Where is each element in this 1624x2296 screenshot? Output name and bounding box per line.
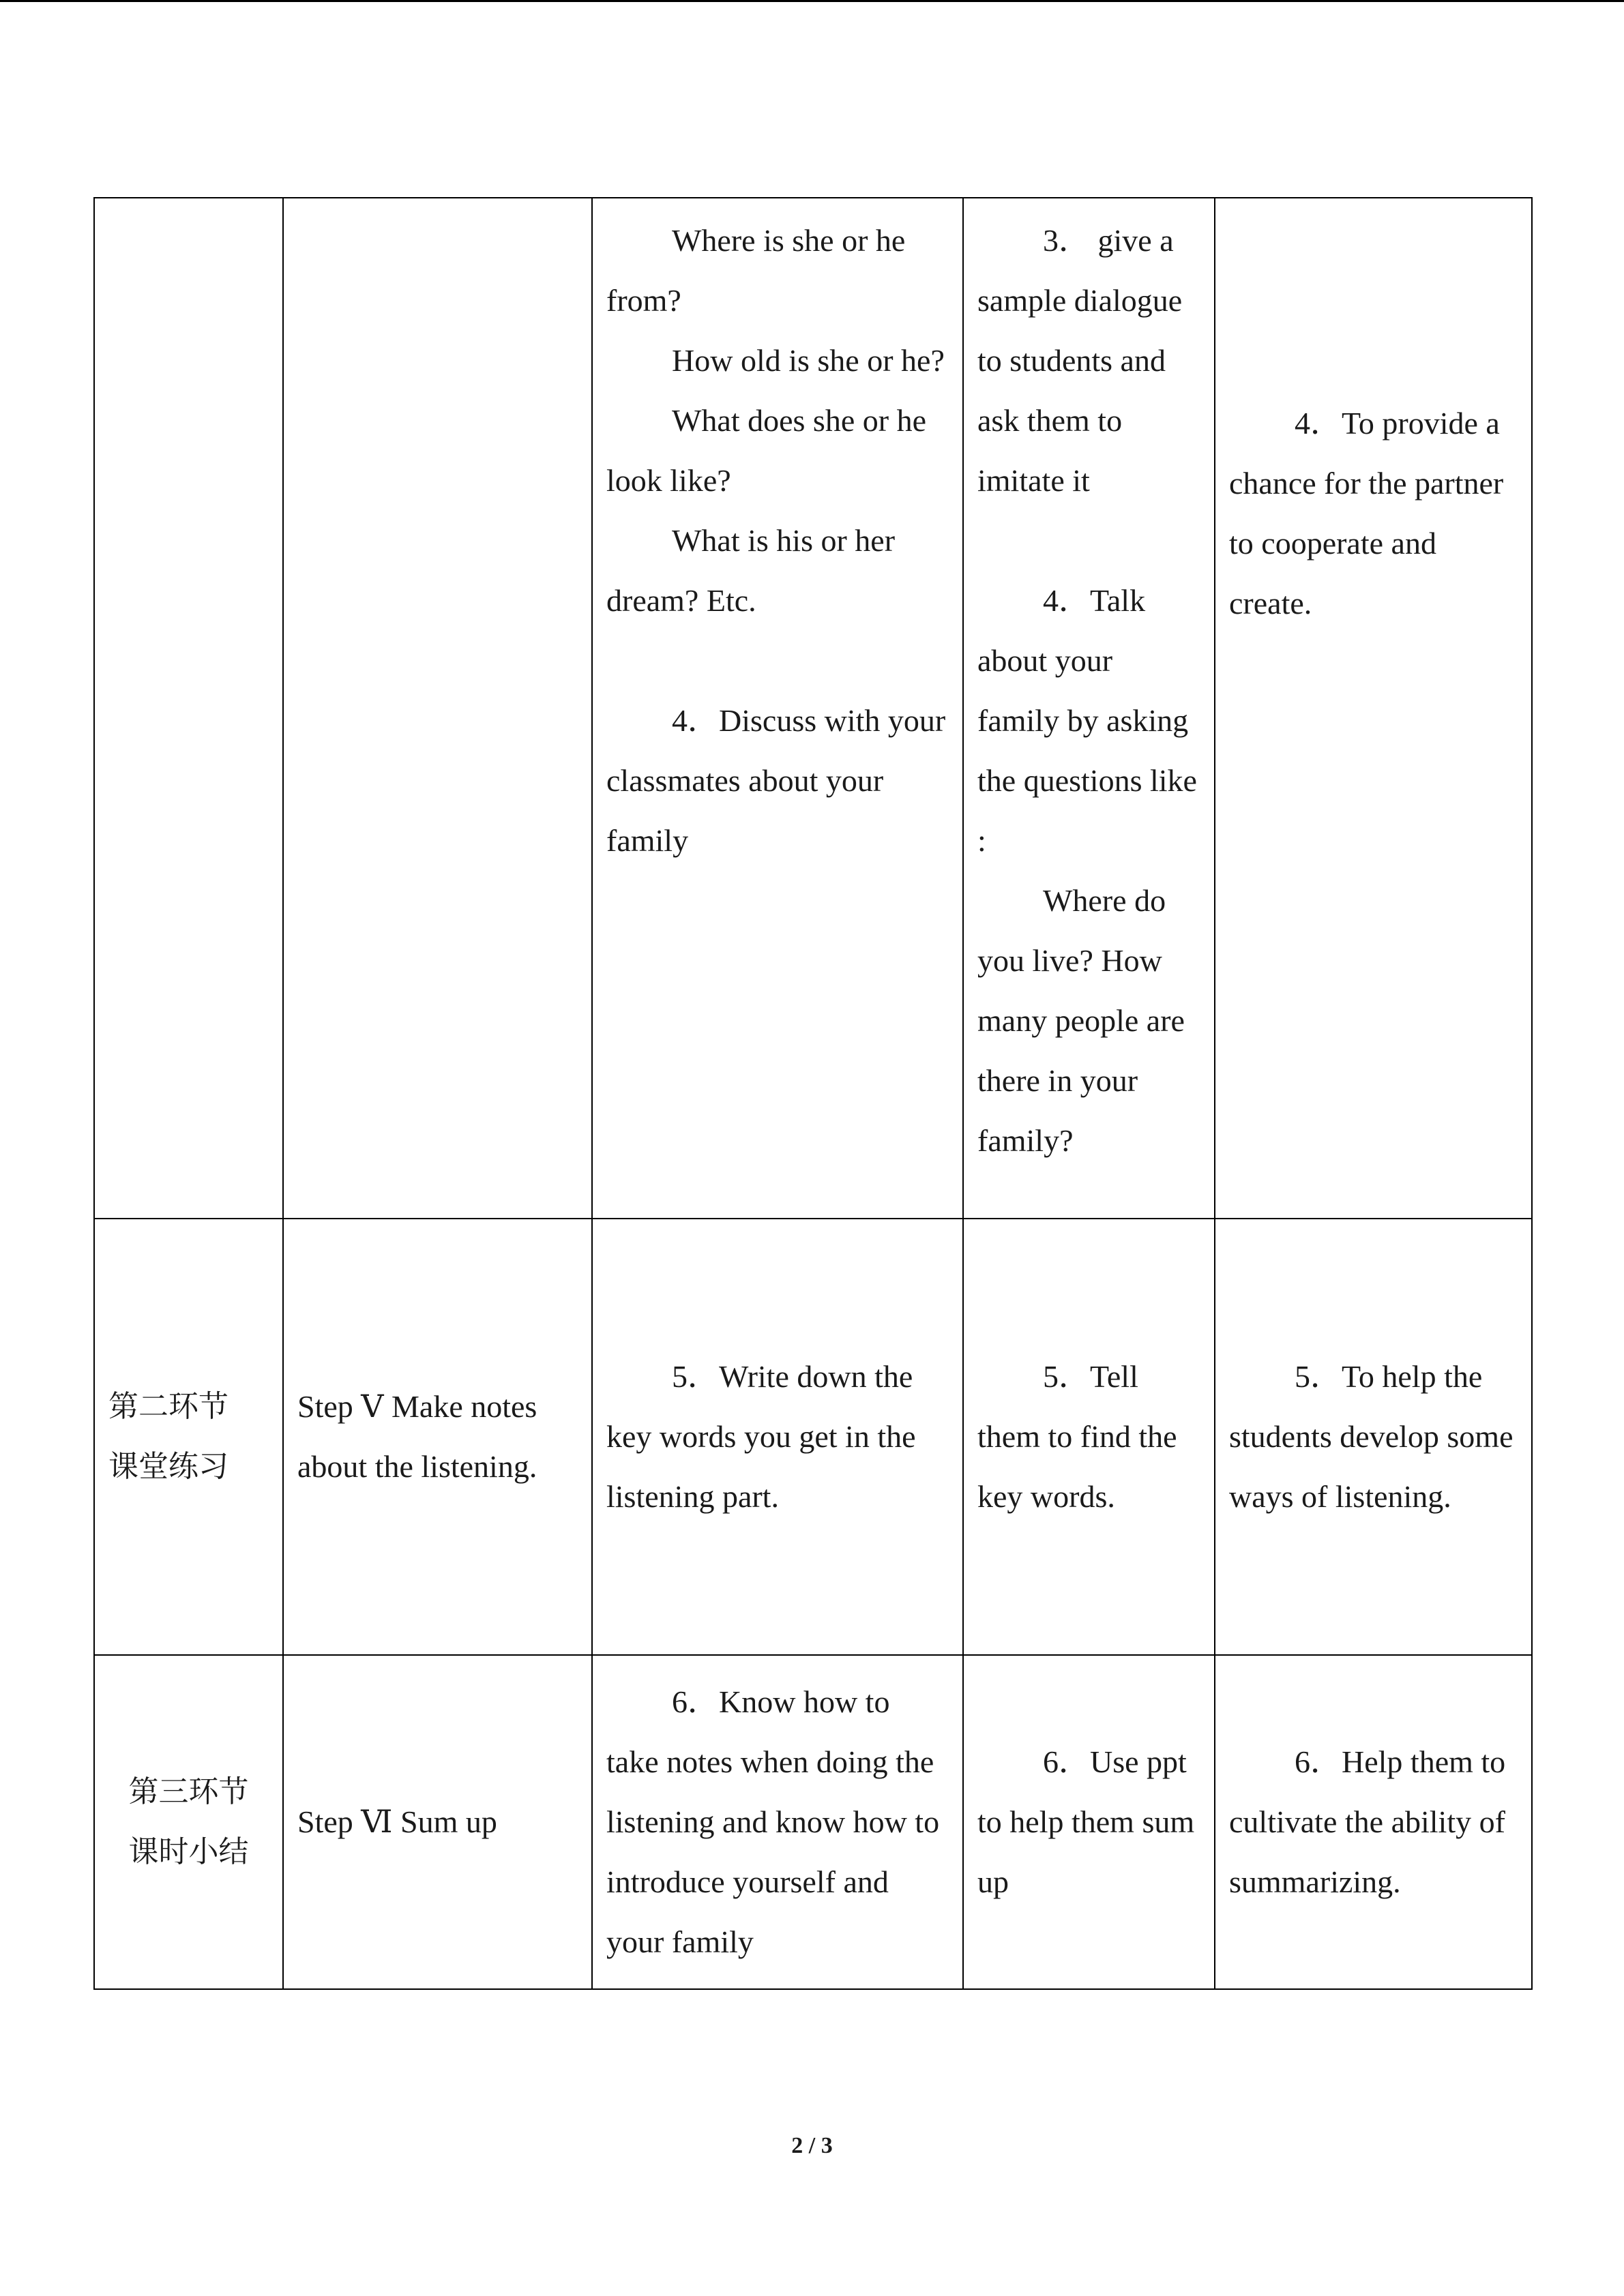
- purpose-cell: [1215, 198, 1532, 1219]
- student-activity-line: How old is she or he?: [672, 343, 945, 378]
- teacher-activity-line: Where do you live? How many people are there in your family?: [977, 883, 1185, 1158]
- teacher-activity-cell: [963, 198, 1215, 1219]
- stage-label-line2: 课时小结: [128, 1834, 249, 1869]
- student-activity-text: 5．Write down the key words you get in the listening part.: [606, 1359, 916, 1514]
- page-number: 2 / 3: [791, 2133, 833, 2158]
- teacher-activity-line: 3． give a sample dialogue to students and ask them to imitate it: [977, 223, 1183, 498]
- stage-label-line2: 课堂练习: [108, 1449, 228, 1484]
- purpose-cell: [1215, 1655, 1532, 1989]
- teacher-activity-line: 4．Talk about your family by asking the questions like :: [977, 583, 1197, 858]
- step-cell: [283, 1219, 592, 1655]
- student-activity-line: What is his or her dream? Etc.: [606, 523, 896, 618]
- step-cell: [283, 1655, 592, 1989]
- stage-cell: [94, 1655, 283, 1989]
- table-row: [94, 1655, 1532, 1989]
- stage-cell: [94, 198, 283, 1219]
- student-activity-line: What does she or he look like?: [606, 403, 926, 498]
- blank-line: [606, 631, 949, 691]
- student-activity-line: 4．Discuss with your classmates about your family: [606, 703, 946, 858]
- purpose-text: 6．Help them to cultivate the ability of summarizing.: [1229, 1744, 1506, 1899]
- stage-label-line1: 第三环节: [128, 1774, 249, 1809]
- purpose-text: 4．To provide a chance for the partner to cooperate and create.: [1229, 406, 1504, 621]
- step-text: Step Ⅴ Make notes about the listening.: [297, 1389, 537, 1484]
- step-text: Step Ⅵ Sum up: [297, 1804, 497, 1839]
- top-border-line: [0, 0, 1624, 2]
- student-activity-text: 6．Know how to take notes when doing the listening and know how to introduce yourself and your family: [606, 1684, 940, 1959]
- blank-line: [977, 511, 1200, 571]
- stage-cell: [94, 1219, 283, 1655]
- purpose-cell: [1215, 1219, 1532, 1655]
- purpose-text: 5．To help the students develop some ways of listening.: [1229, 1359, 1514, 1514]
- student-activity-cell: [592, 1219, 963, 1655]
- teacher-activity-cell: [963, 1655, 1215, 1989]
- lesson-plan-table: [93, 197, 1533, 1990]
- table-row: [94, 1219, 1532, 1655]
- student-activity-cell: [592, 198, 963, 1219]
- teacher-activity-text: 5．Tell them to find the key words.: [977, 1359, 1177, 1514]
- stage-label-line1: 第二环节: [108, 1389, 228, 1424]
- step-cell: [283, 198, 592, 1219]
- teacher-activity-text: 6．Use ppt to help them sum up: [977, 1744, 1195, 1899]
- teacher-activity-cell: [963, 1219, 1215, 1655]
- student-activity-cell: [592, 1655, 963, 1989]
- student-activity-line: Where is she or he from?: [606, 223, 906, 318]
- table-row: [94, 198, 1532, 1219]
